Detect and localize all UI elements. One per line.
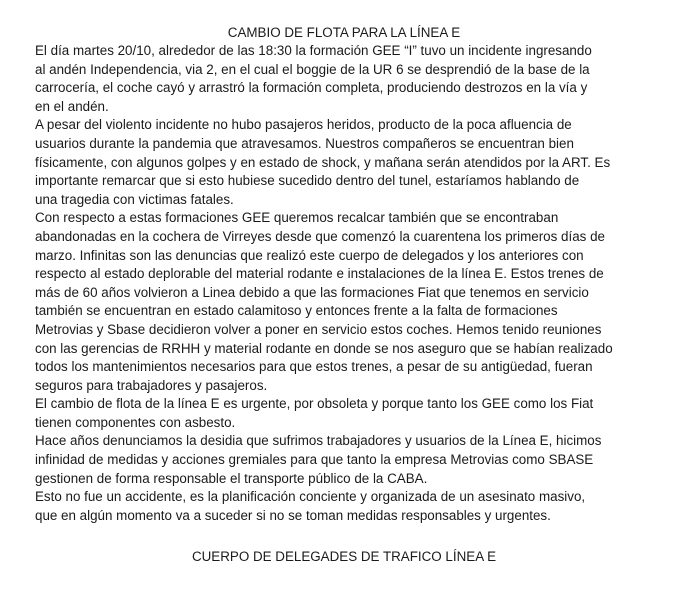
text-line: con las gerencias de RRHH y material rodante en donde se nos aseguro que se habían realizado — [35, 340, 613, 356]
text-line: en el andén. — [35, 98, 109, 114]
document-signature: CUERPO DE DELEGADES DE TRAFICO LÍNEA E — [191, 549, 497, 564]
text-line: gestionen de forma responsable el transporte público de la CABA. — [35, 470, 428, 486]
text-line: Esto no fue un accidente, es la planificación conciente y organizada de un asesinato masivo, — [35, 489, 586, 505]
text-line: seguros para trabajadores y pasajeros. — [35, 377, 268, 393]
text-line: infinidad de medidas y acciones gremiales para que tanto la empresa Metrovias como SBASE — [35, 452, 594, 468]
text-line: una tragedia con victimas fatales. — [35, 191, 234, 207]
text-line: A pesar del violento incidente no hubo pasajeros heridos, producto de la poca afluencia de — [35, 117, 572, 133]
document-text — [35, 42, 653, 525]
text-line: tienen componentes con asbesto. — [35, 414, 236, 430]
text-line: marzo. Infinitas son las denuncias que realizó este cuerpo de delegados y los anteriores con — [35, 247, 584, 263]
text-line: El día martes 20/10, alrededor de las 18:30 la formación GEE “I” tuvo un incidente ingresando — [35, 43, 592, 58]
text-line: que en algún momento va a suceder si no se toman medidas responsables y urgentes. — [35, 507, 551, 523]
text-line: abandonadas en la cochera de Virreyes desde que comenzó la cuarentena los primeros días de — [35, 228, 605, 244]
text-line: más de 60 años volvieron a Linea debido a que las formaciones Fiat que tenemos en servicio — [35, 284, 589, 300]
text-line: todos los mantenimientos necesarios para que estos trenes, a pesar de su antigüedad, fueran — [35, 359, 593, 375]
text-line: importante remarcar que si esto hubiese sucedido dentro del tunel, estaríamos hablando de — [35, 173, 580, 189]
text-line: Con respecto a estas formaciones GEE queremos recalcar también que se encontraban — [35, 210, 559, 226]
text-line: El cambio de flota de la línea E es urgente, por obsoleta y porque tanto los GEE como los Fiat — [35, 396, 594, 412]
text-line: físicamente, con algunos golpes y en estado de shock, y mañana serán atendidos por la ART. Es — [35, 154, 611, 170]
text-line: usuarios durante la pandemia que atravesamos. Nuestros compañeros se encuentran bien — [35, 135, 574, 151]
text-line: Metrovias y Sbase decidieron volver a poner en servicio estos coches. Hemos tenido reuniones — [35, 321, 602, 337]
text-line: Hace años denunciamos la desidia que sufrimos trabajadores y usuarios de la Línea E, hicimos — [35, 433, 602, 449]
document-title: CAMBIO DE FLOTA PARA LA LÍNEA E — [227, 25, 461, 40]
text-line: al andén Independencia, via 2, en el cual el boggie de la UR 6 se desprendió de la base de la — [35, 61, 590, 77]
document-body — [35, 24, 653, 525]
text-line: respecto al estado deplorable del material rodante e instalaciones de la línea E. Estos trenes de — [35, 266, 604, 282]
text-line: carrocería, el coche cayó y arrastró la formación completa, produciendo destrozos en la vía y — [35, 80, 588, 96]
text-line: también se encuentran en estado calamitoso y entonces frente a la falta de formaciones — [35, 303, 558, 319]
